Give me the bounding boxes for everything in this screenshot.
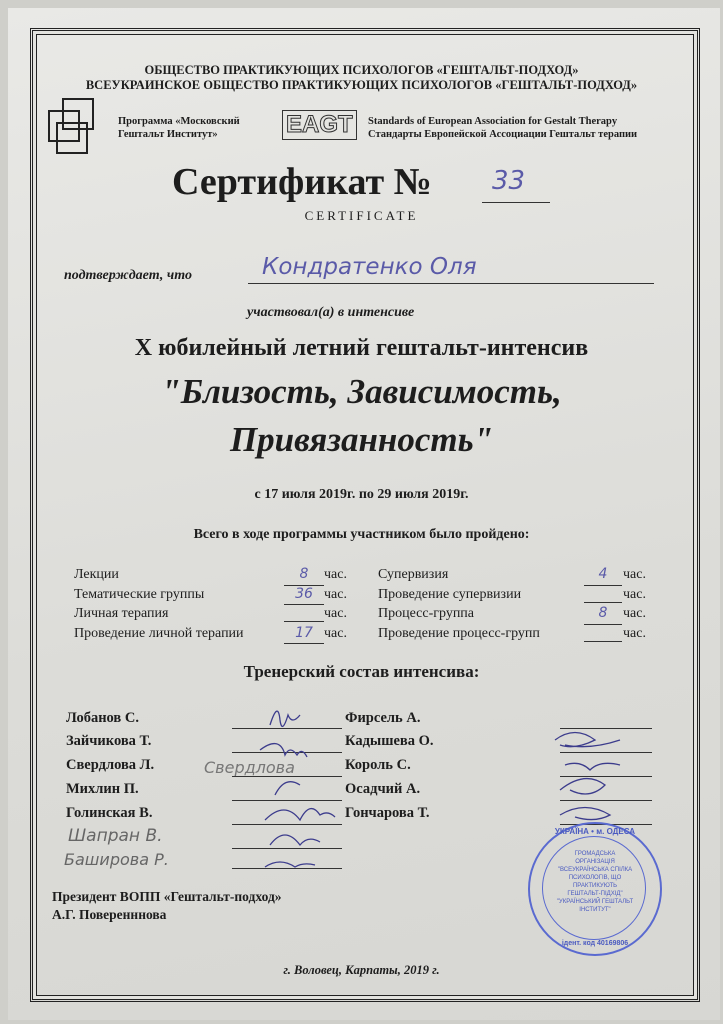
hours-right [378, 565, 658, 643]
footer-place: г. Воловец, Карпаты, 2019 г. [283, 963, 440, 977]
trainer-handwritten: Шапран В. [68, 826, 163, 846]
president-title: Президент ВОПП «Гештальт-подход» [52, 889, 282, 904]
hours-unit: час. [623, 606, 646, 621]
recipient-name: Кондратенко Оля [262, 254, 477, 280]
president-name: А.Г. Поверенннова [52, 907, 167, 922]
hours-value: 36 [284, 585, 324, 606]
hours-value [584, 585, 622, 603]
hours-value [284, 604, 324, 622]
hours-value: 17 [284, 624, 324, 645]
trainer-name: Голинская В. [66, 805, 153, 821]
hours-label: Тематические группы [74, 586, 205, 602]
hours-unit: час. [324, 567, 347, 582]
trainers-heading: Тренерский состав интенсива: [243, 662, 480, 681]
certificate-subtitle: CERTIFICATE [304, 208, 419, 223]
trainer-name: Король С. [345, 757, 411, 773]
moscow-gestalt-logo [48, 98, 118, 158]
signature: Свердлова [204, 758, 295, 777]
confirms-label: подтверждает, что [64, 268, 192, 283]
program-line-2: Гештальт Институт» [118, 129, 218, 140]
certificate-title: Сертификат № [172, 161, 432, 203]
hours-label: Проведение процесс-групп [378, 625, 540, 641]
stamp-inner-text: ГРОМАДСЬКА ОРГАНІЗАЦІЯ "ВСЕУКРАЇНСЬКА СПІЛКА ПСИХОЛОГІВ, ЩО ПРАКТИКУЮТЬ ГЕШТАЛЬТ-ПІДХІД" "УКРАЇНСЬКИЙ ГЕШТАЛЬТ ІНСТИТУТ" [556, 851, 634, 913]
hours-value: 8 [284, 565, 324, 586]
eagt-logo: EAGT [282, 110, 357, 140]
hours-unit: час. [623, 586, 646, 602]
hours-row [74, 604, 354, 624]
hours-value: 4 [584, 565, 622, 586]
stamp-outer-text: УКРАЇНА • м. ОДЕСА [554, 827, 636, 836]
hours-row [378, 604, 658, 624]
hours-label: Проведение личной терапии [74, 625, 244, 641]
program-line-1: Программа «Московский [118, 116, 240, 127]
hours-row [74, 585, 354, 605]
trainer-name: Свердлова Л. [66, 757, 155, 773]
org-line-2: ВСЕУКРАИНСКОЕ ОБЩЕСТВО ПРАКТИКУЮЩИХ ПСИХОЛОГОВ «ГЕШТАЛЬТ-ПОДХОД» [85, 78, 638, 92]
hours-row [378, 585, 658, 605]
trainer-name: Осадчий А. [345, 781, 421, 797]
hours-heading: Всего в ходе программы участником было пройдено: [193, 527, 530, 542]
hours-label: Личная терапия [74, 606, 169, 621]
stamp-code: ідент. код 40169806 [561, 940, 629, 947]
trainer-name: Михлин П. [66, 781, 139, 797]
hours-unit: час. [324, 586, 347, 602]
trainer-name: Кадышева О. [345, 733, 434, 749]
participated-label: участвовал(а) в интенсиве [247, 305, 415, 320]
trainer-name: Фирсель А. [345, 710, 421, 726]
hours-row [74, 624, 354, 644]
hours-label: Проведение супервизии [378, 586, 522, 602]
event-line-2: "Близость, Зависимость, [161, 372, 562, 411]
trainer-name: Гончарова Т. [345, 805, 430, 821]
hours-row [74, 565, 354, 585]
hours-unit: час. [623, 567, 646, 582]
hours-row [378, 565, 658, 585]
trainer-name: Лобанов С. [66, 710, 139, 726]
hours-unit: час. [324, 606, 347, 621]
event-dates: с 17 июля 2019г. по 29 июля 2019г. [254, 487, 469, 502]
event-line-1: X юбилейный летний гештальт-интенсив [134, 335, 589, 361]
certificate-number: 33 [492, 166, 526, 196]
eagt-line-2: Стандарты Европейской Ассоциации Гештальт терапии [368, 129, 638, 140]
hours-value: 8 [584, 604, 622, 625]
hours-row [378, 624, 658, 644]
eagt-line-1: Standards of European Association for Gestalt Therapy [368, 116, 618, 127]
hours-value [584, 624, 622, 642]
eagt-caption [368, 115, 637, 141]
organization-stamp [528, 822, 662, 956]
hours-label: Лекции [74, 567, 119, 582]
trainer-handwritten: Баширова Р. [64, 850, 169, 869]
org-line-1: ОБЩЕСТВО ПРАКТИКУЮЩИХ ПСИХОЛОГОВ «ГЕШТАЛЬТ-ПОДХОД» [144, 63, 579, 77]
hours-unit: час. [623, 625, 646, 641]
hours-unit: час. [324, 625, 347, 641]
hours-label: Процесс-группа [378, 606, 475, 621]
hours-label: Супервизия [378, 567, 449, 582]
hours-left [74, 565, 354, 643]
trainer-name: Зайчикова Т. [66, 733, 152, 749]
event-line-3: Привязанность" [229, 420, 494, 459]
program-caption [118, 115, 240, 141]
